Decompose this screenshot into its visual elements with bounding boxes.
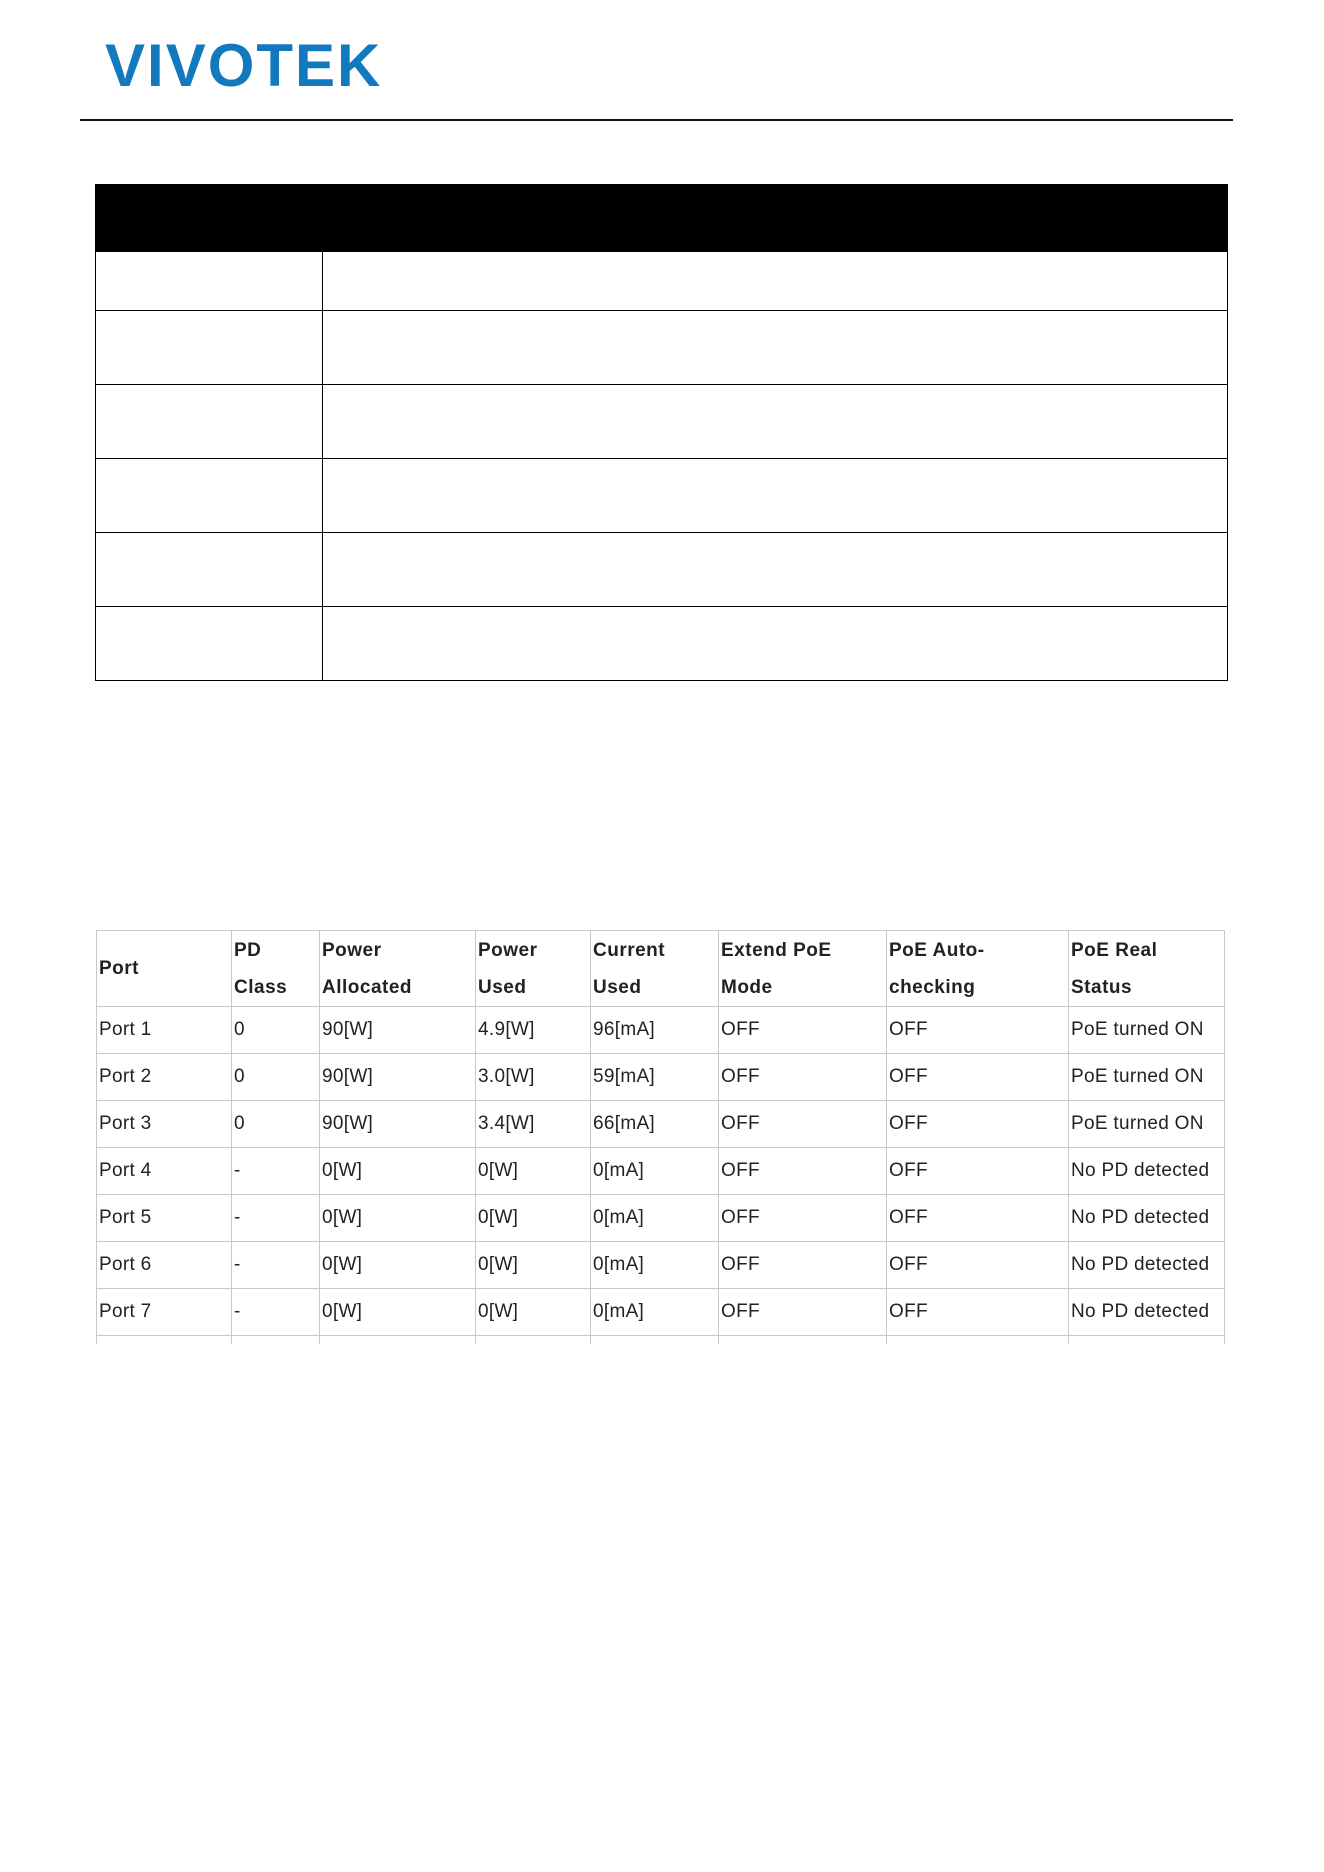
column-header-current-used: Current Used: [591, 931, 719, 1007]
cell-pd-class: 0: [232, 1101, 320, 1148]
cell-port: Port 5: [97, 1195, 232, 1242]
cell-power-used: 4.9[W]: [476, 1007, 591, 1054]
column-header-port: Port: [97, 931, 232, 1007]
cell-power-allocated: 90[W]: [320, 1101, 476, 1148]
description-row-label: [96, 385, 323, 459]
column-header-extend-poe-mode: Extend PoE Mode: [719, 931, 887, 1007]
column-header-power-allocated: Power Allocated: [320, 931, 476, 1007]
cell-empty: [887, 1336, 1069, 1345]
cell-poe-auto-checking: OFF: [887, 1101, 1069, 1148]
cell-poe-real-status: No PD detected: [1069, 1289, 1225, 1336]
description-table-header-cell: [96, 185, 1228, 252]
column-header-poe-real-status: PoE Real Status: [1069, 931, 1225, 1007]
cell-empty: [476, 1336, 591, 1345]
cell-poe-auto-checking: OFF: [887, 1195, 1069, 1242]
cell-port: Port 7: [97, 1289, 232, 1336]
description-row: [96, 252, 1228, 311]
cell-poe-real-status: PoE turned ON: [1069, 1007, 1225, 1054]
table-row: [97, 1007, 1225, 1054]
cell-poe-real-status: No PD detected: [1069, 1195, 1225, 1242]
cell-pd-class: -: [232, 1289, 320, 1336]
table-row: [97, 1101, 1225, 1148]
description-table-header: [96, 185, 1228, 252]
cell-power-allocated: 0[W]: [320, 1289, 476, 1336]
cell-extend-poe-mode: OFF: [719, 1289, 887, 1336]
cell-empty: [320, 1336, 476, 1345]
description-row-label: [96, 533, 323, 607]
header-divider: [80, 119, 1233, 121]
description-row: [96, 533, 1228, 607]
table-row: [97, 1148, 1225, 1195]
cell-current-used: 0[mA]: [591, 1195, 719, 1242]
cell-port: Port 4: [97, 1148, 232, 1195]
description-row-label: [96, 311, 323, 385]
cell-pd-class: 0: [232, 1007, 320, 1054]
cell-current-used: 59[mA]: [591, 1054, 719, 1101]
cell-current-used: 0[mA]: [591, 1242, 719, 1289]
description-row-value: [323, 459, 1228, 533]
cell-poe-real-status: No PD detected: [1069, 1148, 1225, 1195]
cell-power-allocated: 90[W]: [320, 1054, 476, 1101]
poe-status-table: [96, 930, 1225, 1344]
column-header-pd-class: PD Class: [232, 931, 320, 1007]
description-row-label: [96, 252, 323, 311]
cell-current-used: 96[mA]: [591, 1007, 719, 1054]
description-row-label: [96, 607, 323, 681]
poe-table-body: [97, 1007, 1225, 1345]
table-row: [97, 1195, 1225, 1242]
description-row-value: [323, 385, 1228, 459]
cell-power-allocated: 0[W]: [320, 1195, 476, 1242]
cell-extend-poe-mode: OFF: [719, 1148, 887, 1195]
cell-power-used: 0[W]: [476, 1289, 591, 1336]
cell-poe-real-status: PoE turned ON: [1069, 1101, 1225, 1148]
cell-poe-real-status: PoE turned ON: [1069, 1054, 1225, 1101]
cell-current-used: 0[mA]: [591, 1289, 719, 1336]
cell-empty: [591, 1336, 719, 1345]
column-header-power-used: Power Used: [476, 931, 591, 1007]
poe-table-header-row: [97, 931, 1225, 1007]
cell-power-allocated: 0[W]: [320, 1242, 476, 1289]
cell-poe-real-status: No PD detected: [1069, 1242, 1225, 1289]
description-row-value: [323, 533, 1228, 607]
cell-power-used: 3.0[W]: [476, 1054, 591, 1101]
cell-extend-poe-mode: OFF: [719, 1101, 887, 1148]
cell-poe-auto-checking: OFF: [887, 1148, 1069, 1195]
table-row: [97, 1289, 1225, 1336]
cell-empty: [232, 1336, 320, 1345]
cell-current-used: 0[mA]: [591, 1148, 719, 1195]
cell-empty: [1069, 1336, 1225, 1345]
vivotek-logo: VIVOTEK: [105, 32, 383, 99]
cell-current-used: 66[mA]: [591, 1101, 719, 1148]
cell-power-allocated: 90[W]: [320, 1007, 476, 1054]
cell-poe-auto-checking: OFF: [887, 1289, 1069, 1336]
cell-port: Port 6: [97, 1242, 232, 1289]
cell-power-used: 0[W]: [476, 1148, 591, 1195]
cell-pd-class: -: [232, 1195, 320, 1242]
cell-power-used: 0[W]: [476, 1195, 591, 1242]
cell-poe-auto-checking: OFF: [887, 1007, 1069, 1054]
cell-power-used: 3.4[W]: [476, 1101, 591, 1148]
cell-port: Port 2: [97, 1054, 232, 1101]
description-row: [96, 607, 1228, 681]
cell-empty: [719, 1336, 887, 1345]
cell-extend-poe-mode: OFF: [719, 1054, 887, 1101]
cell-pd-class: -: [232, 1148, 320, 1195]
cell-pd-class: -: [232, 1242, 320, 1289]
cell-extend-poe-mode: OFF: [719, 1007, 887, 1054]
description-row: [96, 311, 1228, 385]
table-row: [97, 1054, 1225, 1101]
description-row: [96, 385, 1228, 459]
description-row-label: [96, 459, 323, 533]
cell-port: Port 1: [97, 1007, 232, 1054]
cell-power-allocated: 0[W]: [320, 1148, 476, 1195]
table-row: [97, 1242, 1225, 1289]
table-row-partial: [97, 1336, 1225, 1345]
description-table: [95, 184, 1228, 681]
description-row: [96, 459, 1228, 533]
description-row-value: [323, 607, 1228, 681]
cell-poe-auto-checking: OFF: [887, 1054, 1069, 1101]
cell-pd-class: 0: [232, 1054, 320, 1101]
description-row-value: [323, 311, 1228, 385]
cell-extend-poe-mode: OFF: [719, 1195, 887, 1242]
cell-port: Port 3: [97, 1101, 232, 1148]
description-row-value: [323, 252, 1228, 311]
cell-extend-poe-mode: OFF: [719, 1242, 887, 1289]
cell-poe-auto-checking: OFF: [887, 1242, 1069, 1289]
cell-empty: [97, 1336, 232, 1345]
column-header-poe-auto-checking: PoE Auto- checking: [887, 931, 1069, 1007]
cell-power-used: 0[W]: [476, 1242, 591, 1289]
